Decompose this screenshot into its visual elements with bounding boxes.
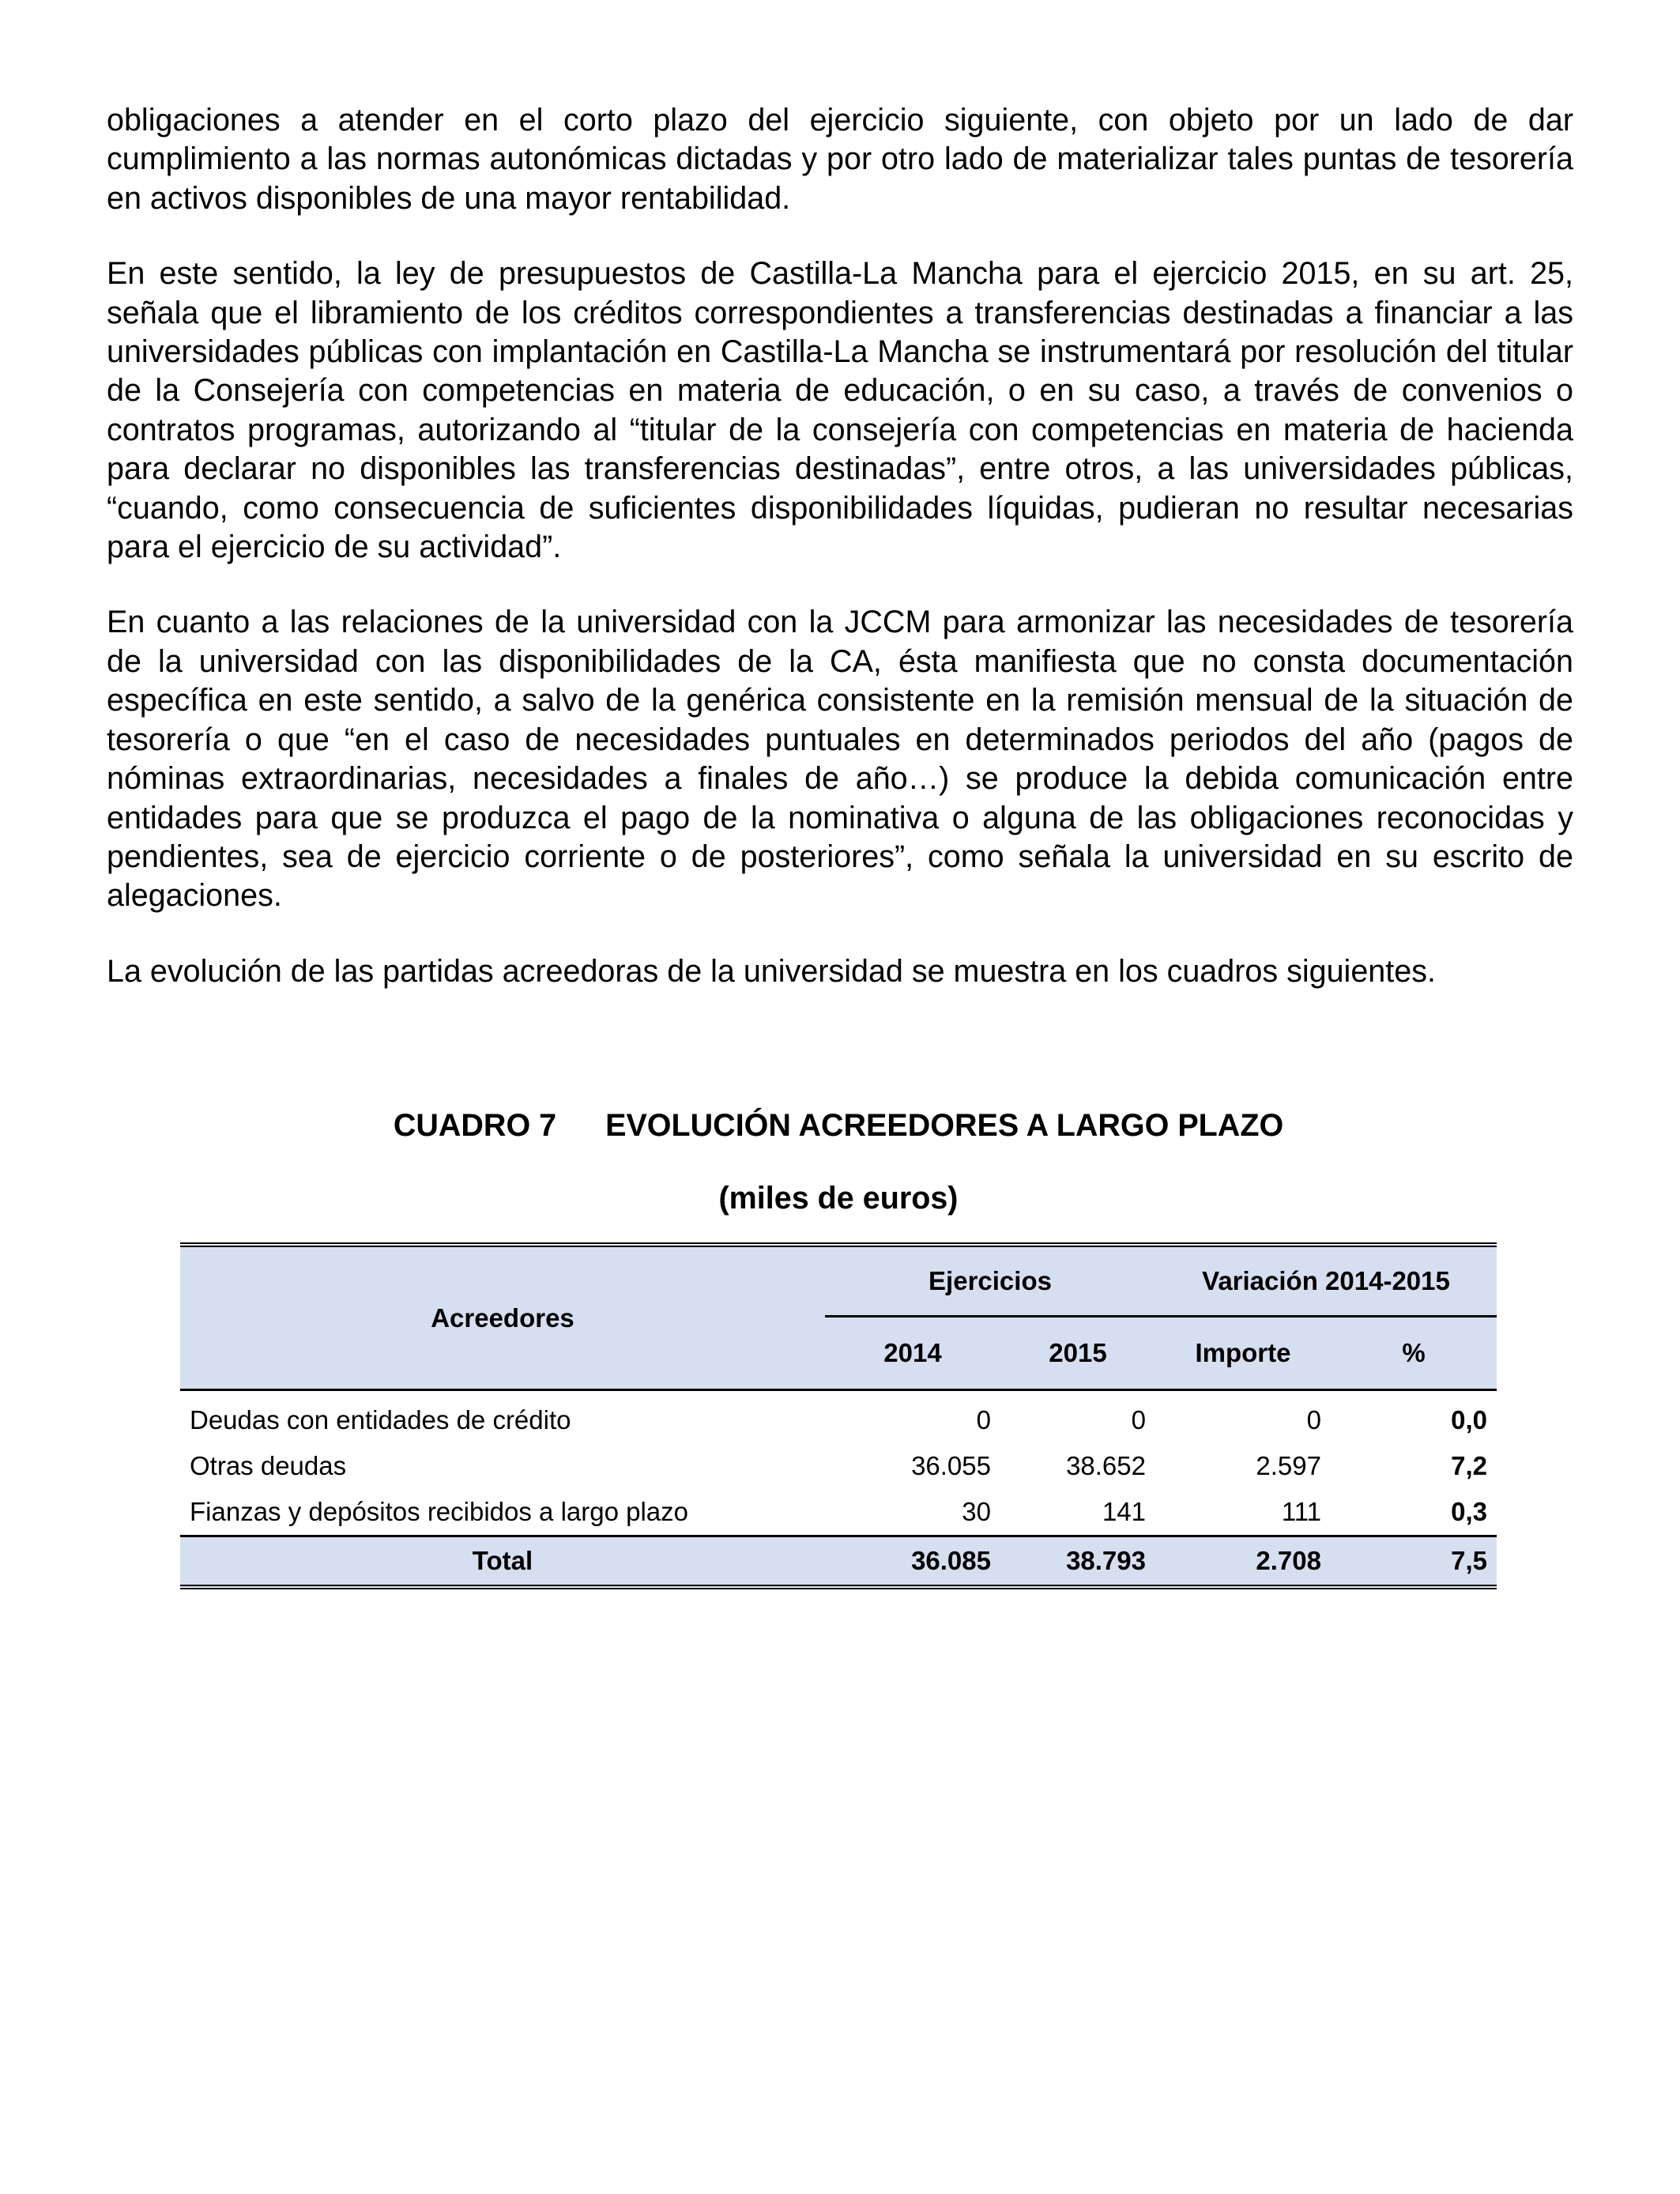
cell-2014: 36.055: [911, 1451, 991, 1480]
table-title-text: EVOLUCIÓN ACREEDORES A LARGO PLAZO: [605, 1108, 1284, 1143]
header-2015: 2015: [1000, 1317, 1155, 1390]
cell-importe: 2.597: [1256, 1451, 1321, 1480]
header-acreedores: Acreedores: [180, 1245, 825, 1390]
total-2015: 38.793: [1000, 1536, 1155, 1588]
total-row: [180, 1536, 1497, 1588]
cell-percent: 0,0: [1451, 1405, 1487, 1434]
cell-2014: 0: [976, 1405, 991, 1434]
paragraph: obligaciones a atender en el corto plazo del ejercicio siguiente, con objeto por un lado de dar cumplimiento a las normas autonómicas dictadas y por otro lado de materializar tales puntas de tesorería en activos disponibles de una mayor rentabilidad.: [107, 103, 1573, 216]
table-number: CUADRO 7: [393, 1108, 557, 1143]
header-ejercicios: Ejercicios: [825, 1245, 1155, 1317]
total-percent: 7,5: [1331, 1536, 1497, 1588]
total-importe: 2.708: [1155, 1536, 1331, 1588]
header-importe: Importe: [1155, 1317, 1331, 1390]
cell-percent: 7,2: [1451, 1451, 1487, 1480]
table-title: [180, 1106, 1497, 1144]
row-label: Deudas con entidades de crédito: [190, 1405, 571, 1434]
cell-importe: 111: [1281, 1497, 1321, 1526]
document-body: [107, 101, 1573, 1027]
cell-2015: 0: [1131, 1405, 1146, 1434]
header-variacion: Variación 2014-2015: [1155, 1245, 1497, 1317]
header-2014: 2014: [825, 1317, 1000, 1390]
paragraph: En este sentido, la ley de presupuestos de Castilla-La Mancha para el ejercicio 2015, en su art. 25, señala que el libramiento de los créditos correspondientes a transferencias destinadas a financiar a las universidades públicas con implantación en Castilla-La Mancha se instrumentará por resolución del titular de la Consejería con competencias en materia de educación, o en su caso, a través de convenios o contratos programas, autorizando al “titular de la consejería con competencias en materia de hacienda para declarar no disponibles las transferencias destinadas”, entre otros, a las universidades públicas, “cuando, como consecuencia de suficientes disponibilidades líquidas, pudieran no resultar necesarias para el ejercicio de su actividad”.: [107, 256, 1573, 565]
row-label: Fianzas y depósitos recibidos a largo plazo: [190, 1497, 689, 1526]
table-row: [180, 1489, 1497, 1536]
creditors-table: [180, 1242, 1497, 1589]
paragraph: La evolución de las partidas acreedoras de la universidad se muestra en los cuadros siguientes.: [107, 953, 1436, 989]
header-percent: %: [1331, 1317, 1497, 1390]
table-units: (miles de euros): [718, 1181, 959, 1216]
table-section: [180, 1106, 1497, 1589]
cell-2015: 141: [1102, 1497, 1146, 1526]
cell-2014: 30: [962, 1497, 991, 1526]
row-label: Otras deudas: [190, 1451, 347, 1480]
cell-2015: 38.652: [1066, 1451, 1146, 1480]
cell-importe: 0: [1306, 1405, 1321, 1434]
table-row: [180, 1443, 1497, 1489]
paragraph: En cuanto a las relaciones de la universidad con la JCCM para armonizar las necesidades de tesorería de la universidad con las disponibilidades de la CA, ésta manifiesta que no consta documentación específica en este sentido, a salvo de la genérica consistente en la remisión mensual de la situación de tesorería o que “en el caso de necesidades puntuales en determinados periodos del año (pagos de nóminas extraordinarias, necesidades a finales de año…) se produce la debida comunicación entre entidades para que se produzca el pago de la nominativa o alguna de las obligaciones reconocidas y pendientes, sea de ejercicio corriente o de posteriores”, como señala la universidad en su escrito de alegaciones.: [107, 605, 1573, 914]
total-label: Total: [180, 1536, 825, 1588]
total-2014: 36.085: [825, 1536, 1000, 1588]
cell-percent: 0,3: [1451, 1497, 1487, 1526]
table-row: [180, 1390, 1497, 1444]
